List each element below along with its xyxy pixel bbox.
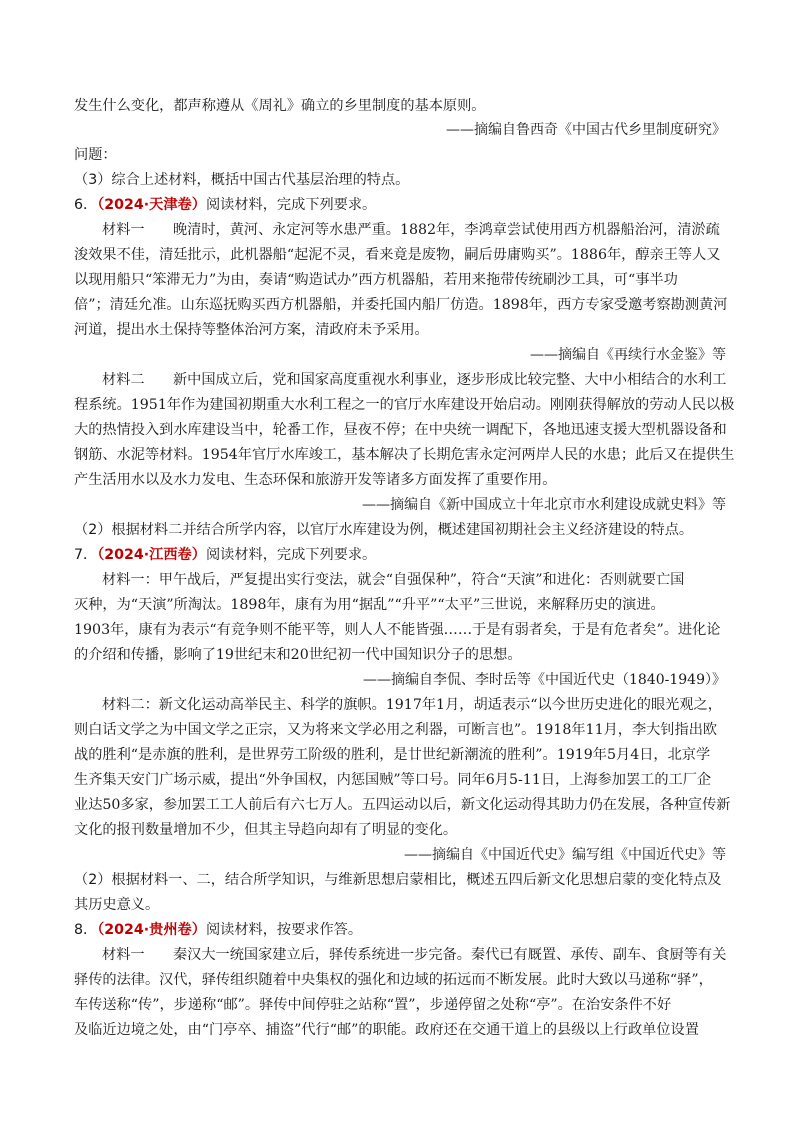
text-line: 程系统。1951年作为建国初期重大水利工程之一的官厅水库建设开始启动。刚刚获得解放的劳动人民以极 — [74, 397, 734, 413]
text-line: 大的热情投入到水库建设当中，轮番工作，昼夜不停；在中央统一调配下，各地迅速支援大型机器设备和 — [74, 422, 727, 438]
text-line: 产生活用水以及水力发电、生态环保和旅游开发等诸多方面发挥了重要作用。 — [74, 472, 557, 488]
question-item: （2）根据材料二并结合所学内容，以官厅水库建设为例，概述建国初期社会主义经济建设的特点。 — [74, 522, 694, 538]
text-line: 的介绍和传播，影响了19世纪末和20世纪初一代中国知识分子的思想。 — [74, 647, 522, 663]
text-line: 战的胜利“是赤旗的胜利，是世界劳工阶级的胜利，是廿世纪新潮流的胜利”。1919年5月4日，北京学 — [74, 747, 711, 763]
text-line: 河道，提出水土保持等整体治河方案，清政府未予采用。 — [74, 322, 429, 338]
text-line: 材料一 秦汉大一统国家建立后，驿传系统进一步完备。秦代已有厩置、承传、副车、食厨等有关 — [102, 947, 727, 963]
source-citation: ——摘编自《中国近代史》编写组《中国近代史》等 — [404, 847, 726, 863]
source-citation: ——摘编自鲁西奇《中国古代乡里制度研究》 — [446, 122, 726, 138]
text-line: 文化的报刊数量增加不少，但其主导趋向却有了明显的变化。 — [74, 822, 458, 838]
text-line: 以现用船只“笨滞无力”为由，奏请“购造试办”西方机器船，若用来拖带传统刷沙工具，可“事半功 — [74, 272, 678, 288]
question-item: （3）综合上述材料，概括中国古代基层治理的特点。 — [74, 172, 410, 188]
text-line: 材料一：甲午战后，严复提出实行变法，就会“自强保种”，符合“天演”和进化：否则就要亡国 — [102, 572, 685, 588]
text-line: 浚效果不佳，清廷批示，此机器船“起泥不灵，看来竟是废物，嗣后毋庸购买”。1886年，醇亲王等人又 — [74, 247, 721, 263]
text-line: 倍”；清廷允准。山东巡抚购买西方机器船，并委托国内船厂仿造。1898年，西方专家受邀考察勘测黄河 — [74, 297, 728, 313]
text-line: 钢筋、水泥等材料。1954年官厅水库竣工，基本解决了长期危害永定河两岸人民的水患；此后又在提供生 — [74, 447, 734, 463]
text-line: 发生什么变化，都声称遵从《周礼》确立的乡里制度的基本原则。 — [74, 98, 486, 114]
text-line: 生齐集天安门广场示威，提出“外争国权，内惩国贼”等口号。同年6月5-11日，上海参加罢工的工厂企 — [74, 772, 712, 788]
text-line: 业达50多家，参加罢工工人前后有六七万人。五四运动以后，新文化运动得其助力仍在发展，各种宣传新 — [74, 797, 731, 813]
text-line: 驿传的法律。汉代，驿传组织随着中央集权的强化和边域的拓远而不断发展。此时大致以马递称“驿”， — [74, 972, 713, 988]
source-citation: ——摘编自《新中国成立十年北京市水利建设成就史料》等 — [362, 497, 726, 513]
text-line: 灭种，为“天演”所淘汰。1898年，康有为用“据乱”“升平”“太平”三世说，来解释历史的演进。 — [74, 597, 665, 613]
text-line: 材料二 新中国成立后，党和国家高度重视水利事业，逐步形成比较完整、大中小相结合的水利工 — [102, 372, 727, 388]
text-line: 材料一 晚清时，黄河、永定河等水患严重。1882年，李鸿章尝试使用西方机器船治河，清淤疏 — [102, 222, 720, 238]
question-7-header — [74, 543, 734, 567]
question-6-header — [74, 193, 734, 217]
question-instruction: 阅读材料，完成下列要求。 — [205, 547, 377, 563]
question-number: 7． — [74, 547, 98, 563]
question-number: 8． — [74, 922, 98, 938]
source-citation: ——摘编自《再续行水金鉴》等 — [530, 347, 726, 363]
question-instruction: 阅读材料，完成下列要求。 — [205, 197, 377, 213]
text-line: 材料二：新文化运动高举民主、科学的旗帜。1917年1月，胡适表示“以今世历史进化的眼光观之， — [102, 697, 722, 713]
question-instruction: 阅读材料，按要求作答。 — [205, 922, 363, 938]
exam-tag: （2024·贵州卷） — [97, 922, 206, 938]
question-heading: 问题： — [74, 147, 117, 163]
question-8-header — [74, 918, 734, 942]
text-line: 车传送称“传”，步递称“邮”。驿传中间停驻之站称“置”，步递停留之处称“亭”。在治安条件不好 — [74, 997, 672, 1013]
exam-tag: （2024·天津卷） — [97, 197, 206, 213]
text-line: 则白话文学之为中国文学之正宗，又为将来文学必用之利器，可断言也”。1918年11月，李大钊指出欧 — [74, 722, 718, 738]
text-line: 1903年，康有为表示“有竞争则不能平等，则人人不能皆强……于是有弱者矣，于是有危者矣”。进化论 — [74, 622, 721, 638]
question-number: 6． — [74, 197, 98, 213]
exam-tag: （2024·江西卷） — [97, 547, 206, 563]
text-line: 及临近边境之处，由“门亭卒、捕盗”代行“邮”的职能。政府还在交通干道上的县级以上行政单位设置 — [74, 1022, 699, 1038]
question-item: （2）根据材料一、二，结合所学知识，与维新思想启蒙相比，概述五四后新文化思想启蒙的变化特点及 — [74, 872, 722, 888]
question-item-continued: 其历史意义。 — [74, 897, 160, 913]
source-citation: ——摘编自李侃、李时岳等《中国近代史（1840-1949）》 — [363, 672, 726, 688]
